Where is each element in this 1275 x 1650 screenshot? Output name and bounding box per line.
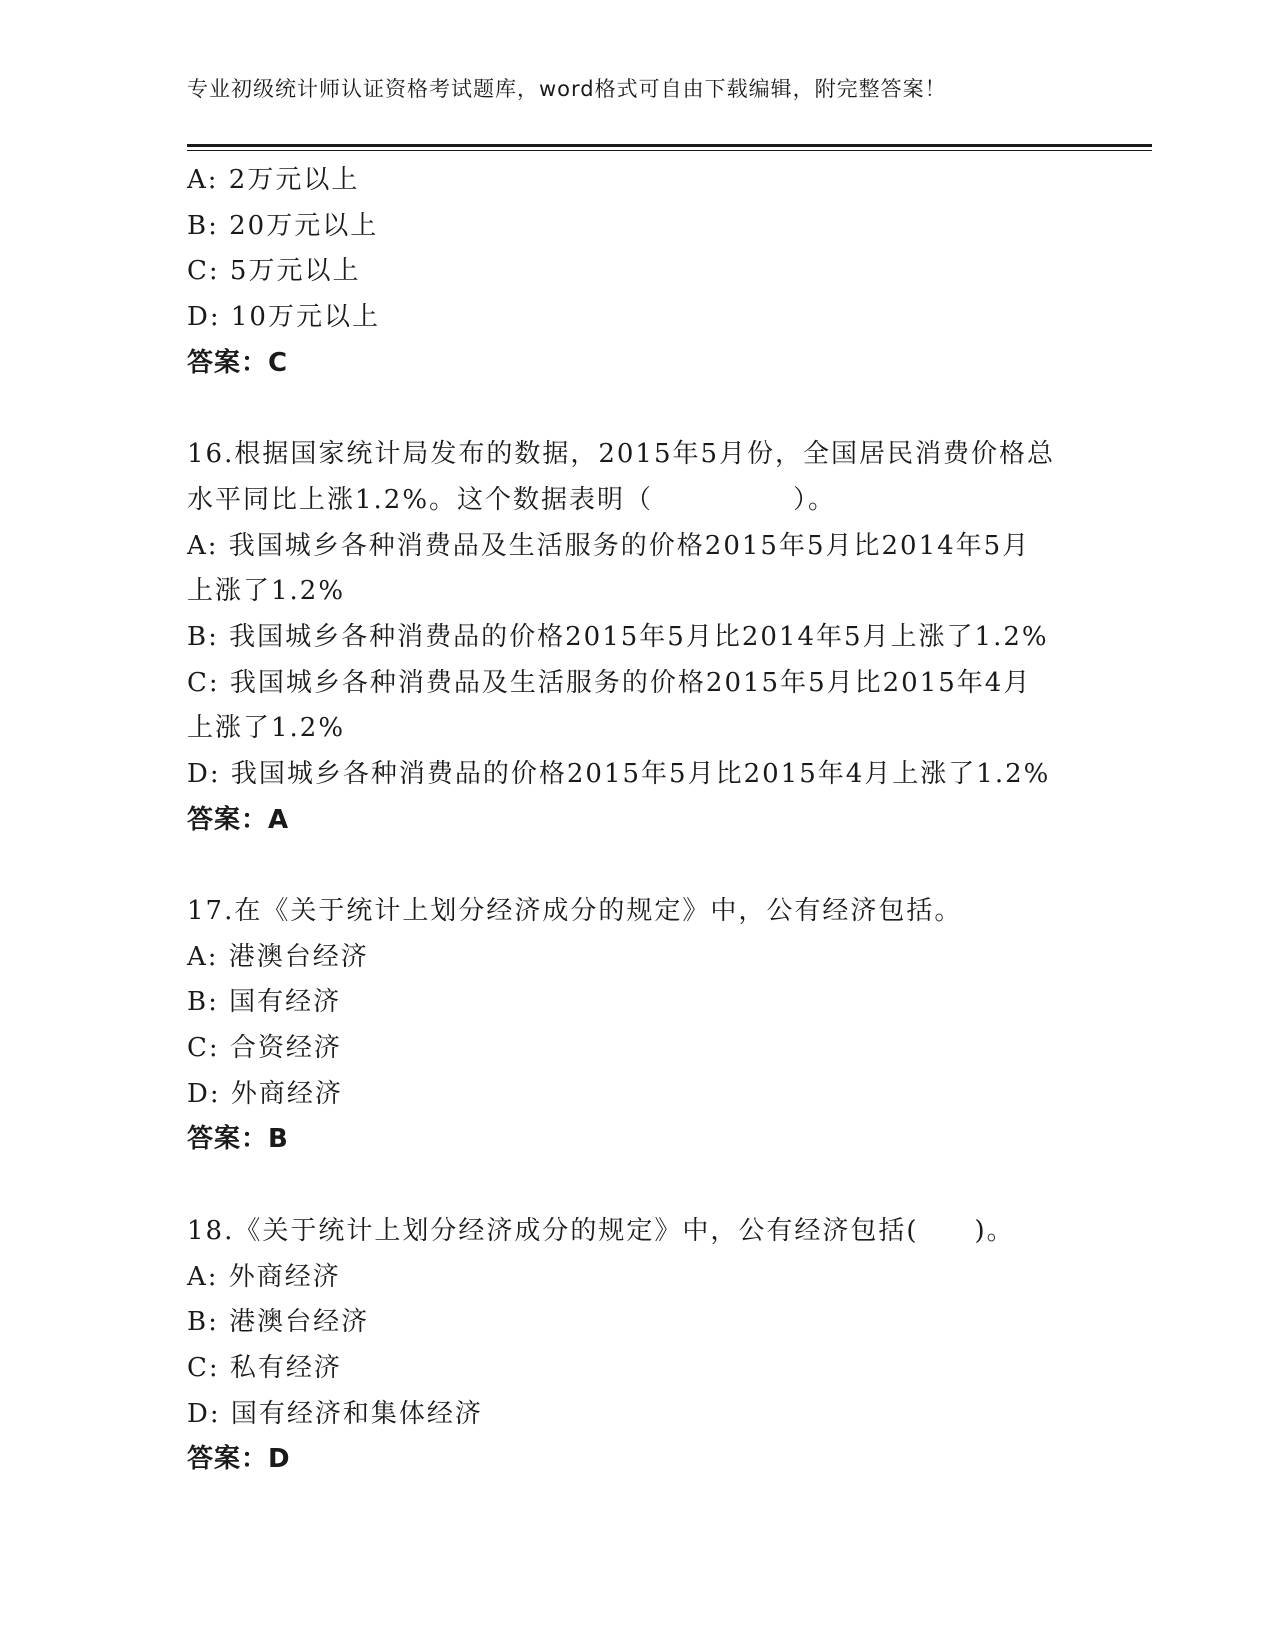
- q16-option-c-cont: 上涨了1.2%: [187, 713, 346, 744]
- document-body: [187, 158, 1087, 1483]
- q16-stem-line-1: 16.根据国家统计局发布的数据，2015年5月份，全国居民消费价格总: [187, 439, 1056, 470]
- q16-answer: 答案：A: [187, 804, 290, 835]
- header-rule-thin: [187, 150, 1152, 151]
- question-18: [187, 1209, 1087, 1483]
- spacer: [187, 386, 1087, 432]
- q15-option-c: C: 5万元以上: [187, 256, 361, 287]
- q16-option-b: B: 我国城乡各种消费品的价格2015年5月比2014年5月上涨了1.2%: [187, 621, 1049, 652]
- q16-option-a-cont: 上涨了1.2%: [187, 576, 346, 607]
- q16-option-c: C: 我国城乡各种消费品及生活服务的价格2015年5月比2015年4月: [187, 667, 1032, 698]
- q17-option-c: C: 合资经济: [187, 1033, 342, 1064]
- q18-option-d: D: 国有经济和集体经济: [187, 1398, 483, 1429]
- q17-stem: 17.在《关于统计上划分经济成分的规定》中，公有经济包括。: [187, 896, 963, 926]
- header-rule-thick: [187, 144, 1152, 147]
- q15-answer: 答案：C: [187, 347, 289, 378]
- q17-option-a: A: 港澳台经济: [187, 941, 369, 972]
- q17-answer: 答案：B: [187, 1124, 289, 1155]
- question-15: [187, 158, 1087, 386]
- q16-option-a: A: 我国城乡各种消费品及生活服务的价格2015年5月比2014年5月: [187, 530, 1031, 561]
- q16-stem-line-2: 水平同比上涨1.2%。这个数据表明（ ）。: [187, 484, 837, 515]
- q15-option-a: A: 2万元以上: [187, 165, 360, 195]
- q18-option-c: C: 私有经济: [187, 1352, 342, 1383]
- q18-stem: 18.《关于统计上划分经济成分的规定》中，公有经济包括( )。: [187, 1215, 1015, 1246]
- q15-option-d: D: 10万元以上: [187, 302, 380, 333]
- q16-option-d: D: 我国城乡各种消费品的价格2015年5月比2015年4月上涨了1.2%: [187, 758, 1051, 789]
- q17-option-b: B: 国有经济: [187, 987, 342, 1018]
- q18-option-a: A: 外商经济: [187, 1261, 341, 1292]
- q18-option-b: B: 港澳台经济: [187, 1307, 370, 1338]
- spacer: [187, 1163, 1087, 1209]
- question-17: [187, 889, 1087, 1163]
- spacer: [187, 843, 1087, 889]
- q18-answer: 答案：D: [187, 1444, 291, 1475]
- page-header: 专业初级统计师认证资格考试题库，word格式可自由下载编辑，附完整答案！: [187, 77, 947, 101]
- q17-option-d: D: 外商经济: [187, 1078, 343, 1109]
- q15-option-b: B: 20万元以上: [187, 210, 379, 241]
- question-16: [187, 432, 1087, 843]
